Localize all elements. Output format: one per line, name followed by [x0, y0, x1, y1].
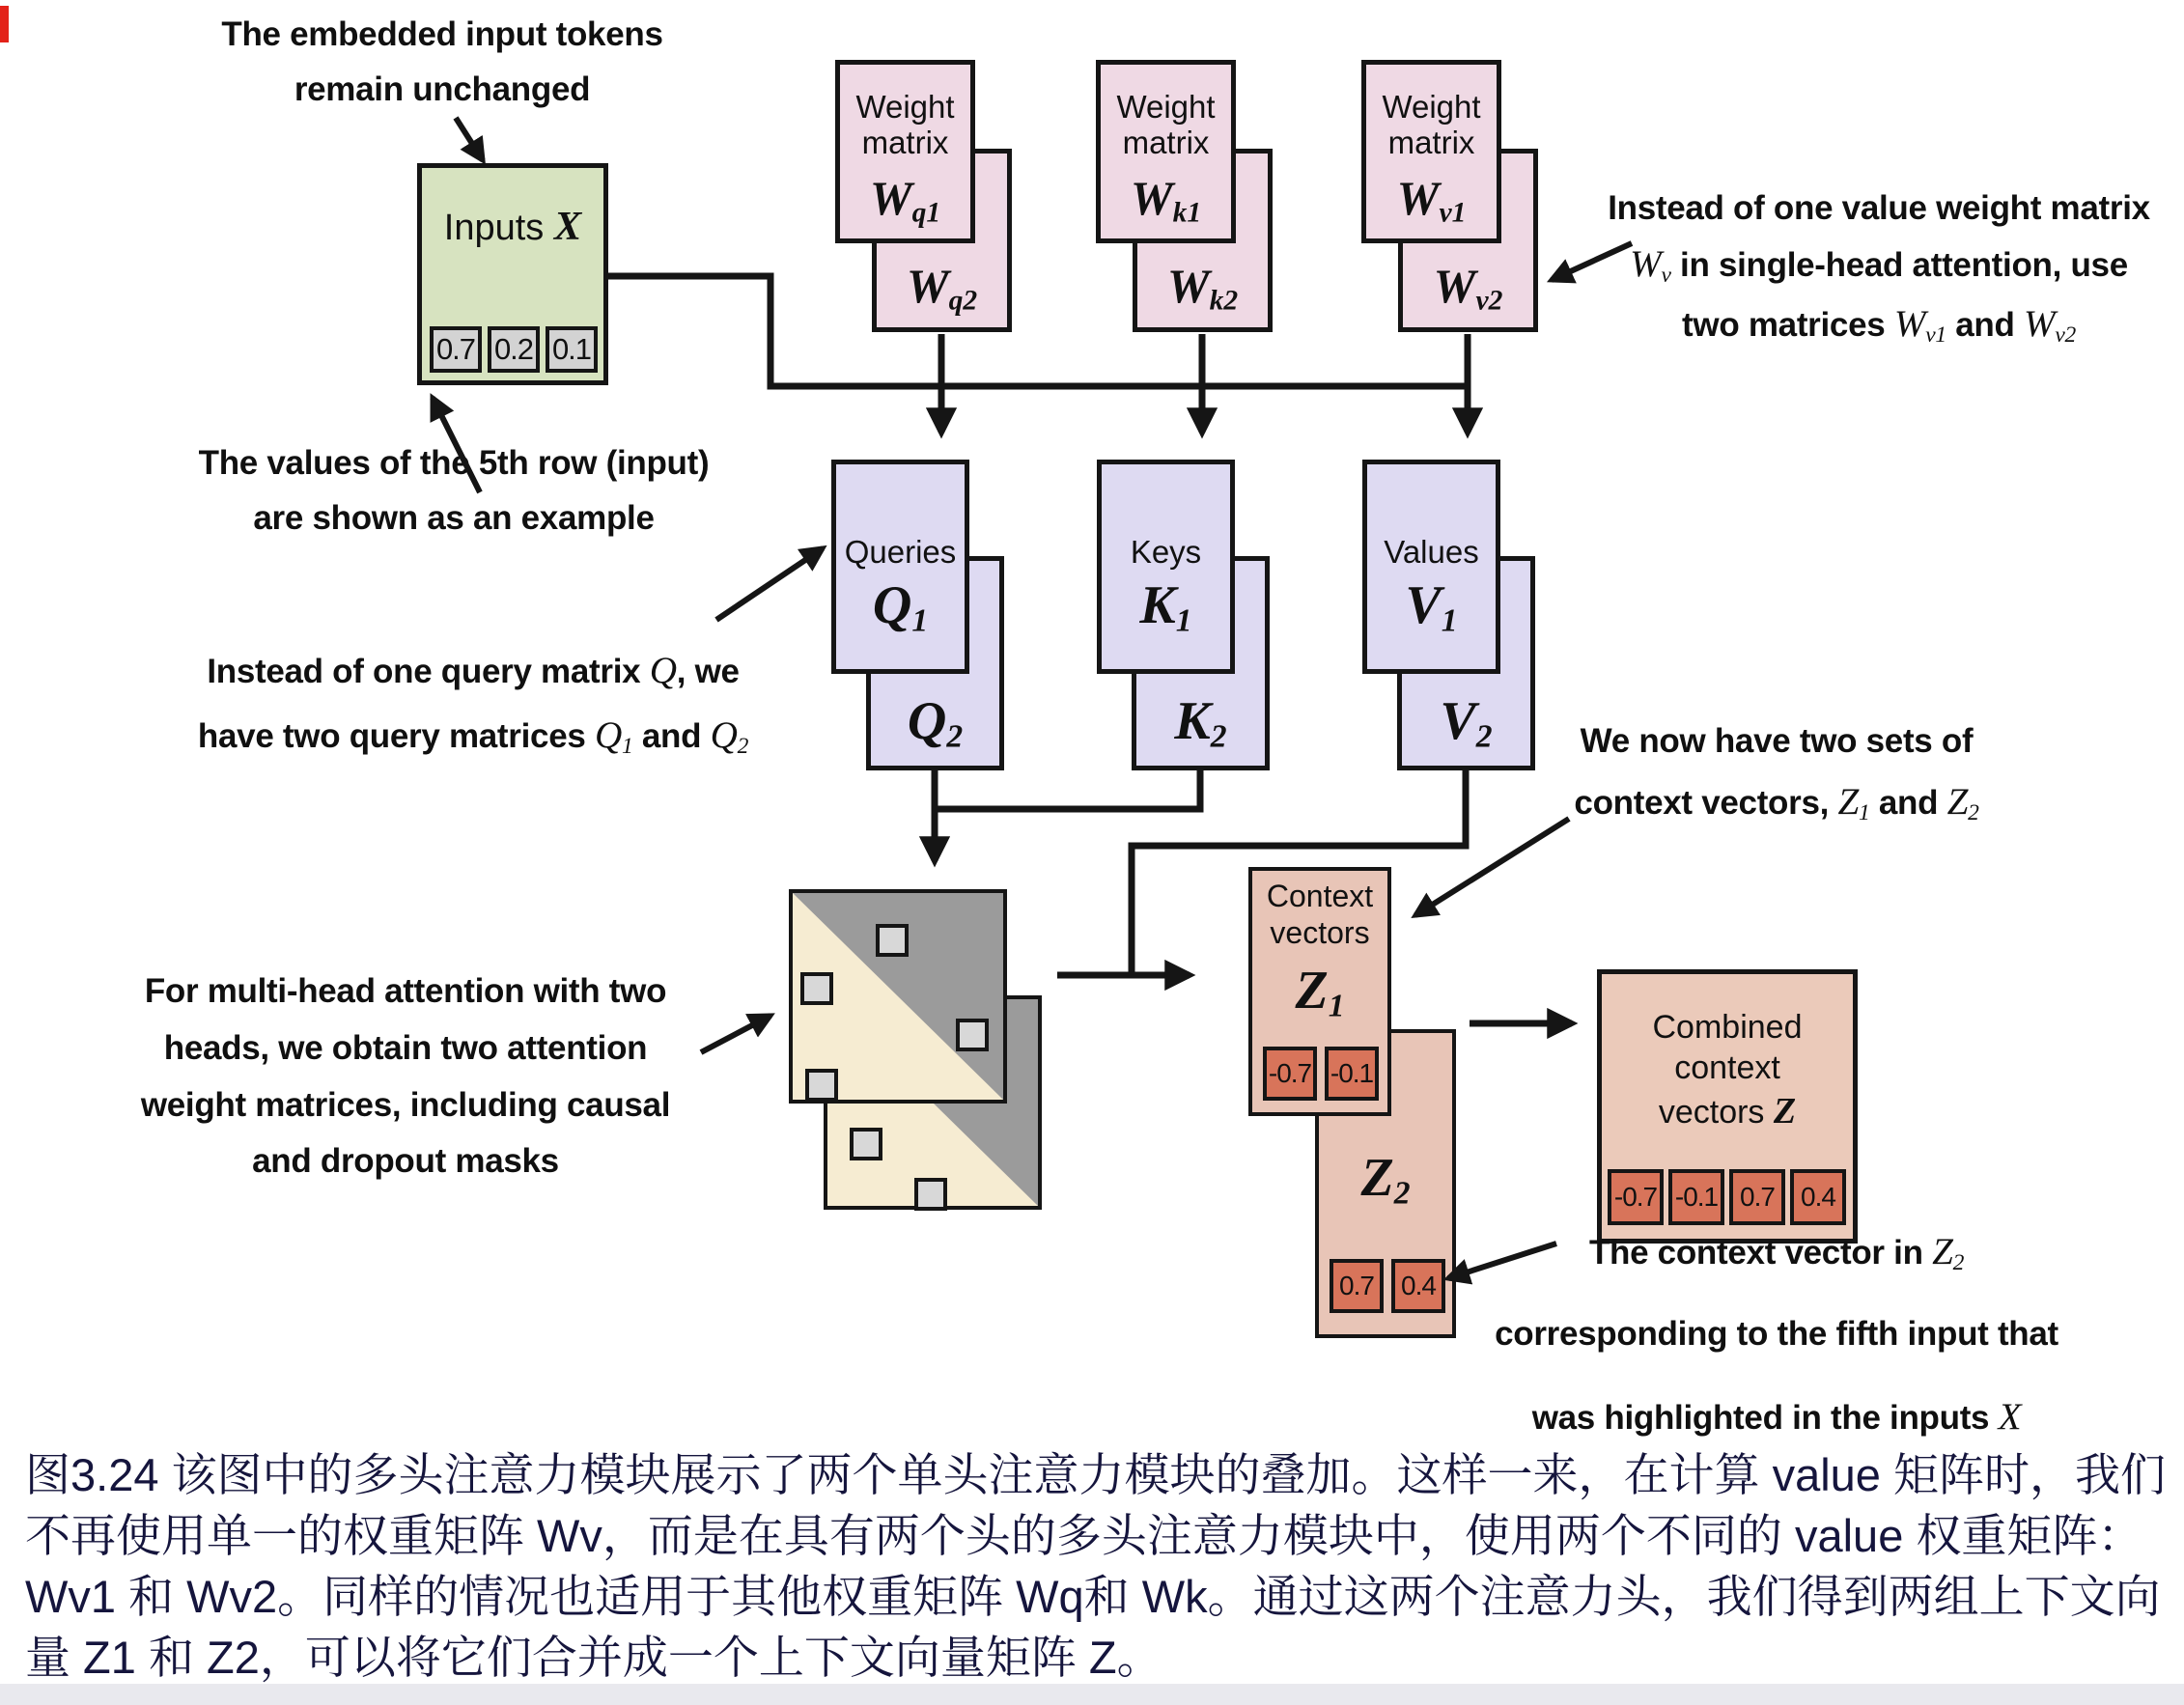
annotation-line: remain unchanged	[294, 70, 591, 108]
combined-value-cell: -0.7	[1608, 1169, 1664, 1225]
bottom-page-strip	[0, 1684, 2184, 1705]
v2-label: $V_2$	[1440, 691, 1493, 755]
line-inputs-to-bus	[608, 276, 1470, 386]
v1-label: $V_1$	[1405, 575, 1458, 639]
annotation-line: have two query matrices $Q_1$ and $Q_2$	[197, 713, 749, 759]
weight-title: matrix	[1387, 124, 1475, 160]
wv2-label: $W_{v2}$	[1433, 260, 1503, 317]
line-k2-to-junction	[935, 770, 1200, 809]
combined-title: Combined	[1652, 1009, 1803, 1046]
k1-label: $K_1$	[1139, 575, 1192, 639]
annotation-line: Instead of one query matrix Q, we	[207, 650, 740, 691]
z2-values-row	[1330, 1259, 1445, 1313]
z2-value-cell: 0.4	[1391, 1259, 1445, 1313]
values-v1-box	[1362, 460, 1500, 674]
z1-value-cell: -0.1	[1325, 1047, 1379, 1101]
caption-line: 不再使用单一的权重矩阵 Wv，而是在具有两个头的多头注意力模块中，使用两个不同的 value 权重矩阵：	[25, 1510, 2143, 1561]
z1-title: Context	[1266, 879, 1374, 913]
combined-title: vectors Z	[1658, 1091, 1797, 1132]
z2-value-cell: 0.7	[1330, 1259, 1384, 1313]
annotation-line: heads, we obtain two attention	[163, 1028, 648, 1067]
annotation-query-matrices	[97, 639, 850, 768]
wk1-label: $W_{k1}$	[1130, 171, 1202, 229]
attention-mask-1	[789, 889, 1007, 1104]
arrow-query-note	[716, 548, 823, 620]
k2-label: $K_2$	[1174, 691, 1227, 755]
combined-title: context	[1674, 1049, 1780, 1086]
inputs-row-values	[430, 326, 598, 373]
weight-title: matrix	[1122, 124, 1210, 160]
weight-title: Weight	[1382, 89, 1481, 125]
wv1-label: $W_{v1}$	[1396, 171, 1467, 229]
arrow-embedded-note	[456, 118, 483, 160]
annotation-fifth-row	[106, 436, 801, 545]
annotation-line: The values of the 5th row (input)	[198, 444, 710, 482]
annotation-line: are shown as an example	[253, 498, 655, 537]
annotation-multihead-masks	[58, 964, 753, 1190]
queries-q1-box	[831, 460, 969, 674]
annotation-line: was highlighted in the inputs X	[1531, 1395, 2022, 1438]
combined-value-cell: -0.1	[1668, 1169, 1724, 1225]
caption-line: 量 Z1 和 Z2，可以将它们合并成一个上下文向量矩阵 Z。	[25, 1632, 1162, 1683]
wk2-label: $W_{k2}$	[1166, 260, 1239, 317]
weight-matrix-wv1-box	[1361, 60, 1501, 243]
qkv-title: Keys	[1130, 534, 1202, 570]
inputs-x-label: Inputs X	[443, 204, 582, 249]
caption-line: 图3.24 该图中的多头注意力模块展示了两个单头注意力模块的叠加。这样一来，在计算 value 矩阵时，我们	[25, 1449, 2167, 1500]
annotation-z2-vector	[1448, 1209, 2105, 1461]
z1-label: $Z_1$	[1295, 961, 1345, 1024]
context-vectors-z1-box	[1248, 867, 1391, 1116]
combined-value-cell: 0.4	[1790, 1169, 1846, 1225]
dropout-cell	[876, 924, 909, 957]
annotation-line: The context vector in $Z_2$	[1588, 1231, 1965, 1275]
combined-context-vectors-box	[1597, 969, 1858, 1244]
weight-title: Weight	[855, 89, 955, 125]
input-value-cell: 0.2	[488, 326, 540, 373]
annotation-line: two matrices $W_{v1}$ and $W_{v2}$	[1682, 303, 2076, 349]
z1-value-cell: -0.7	[1263, 1047, 1317, 1101]
qkv-title: Values	[1384, 534, 1479, 570]
keys-k1-box	[1097, 460, 1235, 674]
wq1-label: $W_{q1}$	[869, 171, 941, 229]
figure-caption	[25, 1444, 2169, 1688]
input-value-cell: 0.7	[430, 326, 482, 373]
input-value-cell: 0.1	[546, 326, 598, 373]
dropout-cell	[800, 972, 833, 1005]
weight-matrix-wq1-box	[835, 60, 975, 243]
weight-title: matrix	[861, 124, 949, 160]
z1-title: vectors	[1270, 915, 1370, 950]
annotation-value-weights	[1574, 182, 2184, 354]
annotation-line: weight matrices, including causal	[140, 1085, 671, 1124]
annotation-embedded-tokens	[124, 8, 761, 117]
annotation-line: $W_v$ in single-head attention, use	[1630, 243, 2128, 289]
z1-values-row	[1263, 1047, 1379, 1101]
annotation-line: and dropout masks	[252, 1142, 559, 1181]
combined-value-cell: 0.7	[1729, 1169, 1785, 1225]
weight-title: Weight	[1116, 89, 1216, 125]
inputs-x-box	[417, 163, 608, 385]
z2-label: $Z_2$	[1360, 1148, 1411, 1212]
dropout-cell	[850, 1128, 882, 1160]
caption-line: Wv1 和 Wv2。同样的情况也适用于其他权重矩阵 Wq和 Wk。通过这两个注意力头，我们得到两组上下文向	[25, 1571, 2161, 1622]
annotation-line: corresponding to the fifth input that	[1495, 1315, 2058, 1354]
weight-matrix-wk1-box	[1096, 60, 1236, 243]
dropout-cell	[956, 1019, 989, 1051]
q1-label: $Q_1$	[872, 575, 929, 639]
qkv-title: Queries	[844, 534, 957, 570]
dropout-cell	[914, 1178, 947, 1211]
red-edge-marker	[0, 6, 9, 42]
wq2-label: $W_{q2}$	[906, 260, 978, 317]
q2-label: $Q_2$	[907, 691, 964, 755]
annotation-line: The embedded input tokens	[221, 15, 663, 53]
annotation-line: Instead of one value weight matrix	[1608, 189, 2150, 227]
annotation-line: context vectors, $Z_1$ and $Z_2$	[1574, 780, 1979, 825]
annotation-line: We now have two sets of	[1580, 722, 1974, 760]
dropout-cell	[805, 1069, 838, 1102]
annotation-two-sets	[1506, 713, 2047, 834]
annotation-line: For multi-head attention with two	[144, 972, 667, 1010]
